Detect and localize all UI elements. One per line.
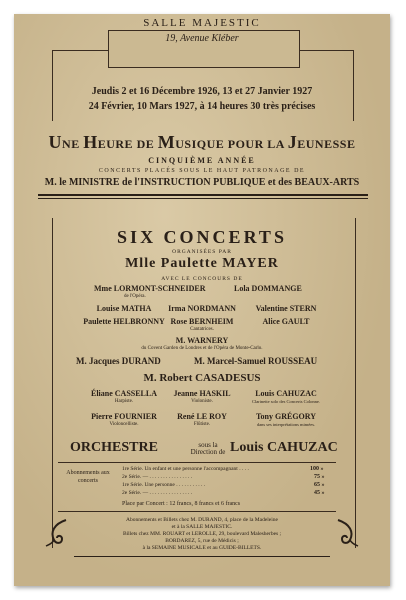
patronage-label: CONCERTS PLACÉS SOUS LE HAUT PATRONAGE DE xyxy=(98,168,306,174)
with-label: AVEC LE CONCOURS DE xyxy=(161,276,243,282)
performer-role: de l'Opéra. xyxy=(124,294,146,299)
performer-name: Lola DOMMANGE xyxy=(234,284,302,293)
venue-address: 19, Avenue Kléber xyxy=(165,33,239,44)
performer-name: Alice GAULT xyxy=(262,317,310,326)
concert-poster xyxy=(14,14,390,586)
performer-name: Valentine STERN xyxy=(255,304,317,313)
performer-name: Éliane CASSELLA xyxy=(90,389,158,398)
performer-role: Harpiste. xyxy=(114,399,134,404)
dates-line-1: Jeudis 2 et 16 Décembre 1926, 13 et 27 Janvier 1927 xyxy=(91,86,313,97)
footer-line: à la SEMAINE MUSICALE et au GUIDE-BILLETS. xyxy=(142,545,262,551)
performer-name: Mme LORMONT-SCHNEIDER xyxy=(94,284,206,293)
performer-name: Pierre FOURNIER xyxy=(91,412,157,421)
left-scroll-ornament xyxy=(44,518,74,548)
performer-role: Flûtiste. xyxy=(193,422,211,427)
performer-name: Irma NORDMANN xyxy=(168,304,236,313)
divider-rule-thin xyxy=(38,198,368,199)
concerts-heading: SIX CONCERTS xyxy=(117,227,287,247)
performer-name: René LE ROY xyxy=(177,412,227,421)
performer-name: Louise MATHA xyxy=(96,304,152,313)
orchestra-under-1: sous la xyxy=(198,441,218,449)
event-title xyxy=(14,132,390,153)
performer-name: Louis CAHUZAC xyxy=(255,389,317,398)
performer-name: Paulette HELBRONNY xyxy=(83,317,165,326)
performer-name: Rose BERNHEIM xyxy=(170,317,234,326)
bottom-rule xyxy=(74,556,330,557)
title-part: EUNESSE xyxy=(297,137,356,151)
performer-role: Violoncelliste. xyxy=(109,422,139,427)
title-part: H xyxy=(83,132,98,152)
footer-line: BORDAREZ, 5, rue de Médicis ; xyxy=(165,538,239,544)
series-line: 2e Série. — . . . . . . . . . . . . . . . . xyxy=(122,474,193,480)
series-price: 45 » xyxy=(314,490,325,496)
title-part: LA xyxy=(267,137,288,151)
performer-role: du Covent Garden de Londres et de l'Opéra de Monte-Carlo. xyxy=(141,346,263,351)
dates-line-2: 24 Février, 10 Mars 1927, à 14 heures 30 très précises xyxy=(88,101,316,112)
performer-role: Violoniste. xyxy=(191,399,213,404)
performer-name: Tony GRÉGORY xyxy=(255,412,317,421)
pianist-name: M. Robert CASADESUS xyxy=(143,372,261,384)
performer-name: M. Jacques DURAND xyxy=(76,356,161,366)
title-part: NE xyxy=(62,137,84,151)
series-line: 1re Série. Un enfant et une personne l'accompagnant . . . . xyxy=(122,466,249,472)
title-part: DE xyxy=(136,137,158,151)
performer-role: Cantatrices. xyxy=(190,327,214,332)
title-part: USIQUE xyxy=(175,137,228,151)
right-scroll-ornament xyxy=(330,518,360,548)
performer-name: Jeanne HASKIL xyxy=(173,389,231,398)
performer-role: Clarinette solo des Concerts Colonne. xyxy=(251,399,321,404)
performer-name: M. WARNERY xyxy=(175,336,229,345)
footer-line: et à la SALLE MAJESTIC. xyxy=(171,524,233,530)
edition-label: CINQUIÈME ANNÉE xyxy=(148,156,256,165)
title-part: U xyxy=(48,132,63,152)
series-price: 75 » xyxy=(314,474,325,480)
series-line: 1re Série. Une personne . . . . . . . . . . . xyxy=(122,482,206,488)
orchestra-word: ORCHESTRE xyxy=(70,440,158,455)
conductor-name: Louis CAHUZAC xyxy=(230,440,338,455)
title-part: EURE xyxy=(97,137,137,151)
performer-role: dans ses interprétations mimées. xyxy=(256,422,316,427)
per-concert-prices: Place par Concert : 12 francs, 8 francs et 6 francs xyxy=(122,501,241,507)
title-part: M xyxy=(157,132,176,152)
orchestra-under-2: Direction de xyxy=(190,448,226,456)
organized-by-label: ORGANISÉES PAR xyxy=(172,249,232,255)
title-part: J xyxy=(287,132,298,152)
series-line: 2e Série. — . . . . . . . . . . . . . . . . xyxy=(122,490,193,496)
series-price: 100 » xyxy=(310,466,324,472)
subscription-label: Abonnements aux concerts xyxy=(66,470,110,484)
divider-rule xyxy=(38,194,368,196)
orchestra-line xyxy=(62,440,352,458)
performer-name: M. Marcel-Samuel ROUSSEAU xyxy=(194,356,318,366)
series-price: 65 » xyxy=(314,482,325,488)
ministry-label: M. le MINISTRE de l'INSTRUCTION PUBLIQUE et des BEAUX-ARTS xyxy=(44,177,360,188)
footer-line: Abonnements et Billets chez M. DURAND, 4, place de la Madeleine xyxy=(126,517,278,523)
organizer-name: Mlle Paulette MAYER xyxy=(125,256,279,271)
venue-name: SALLE MAJESTIC xyxy=(143,17,261,29)
footer-line: Billets chez MM. ROUART et LEROLLE, 29, boulevard Malesherbes ; xyxy=(122,531,282,537)
title-part: POUR xyxy=(227,137,268,151)
